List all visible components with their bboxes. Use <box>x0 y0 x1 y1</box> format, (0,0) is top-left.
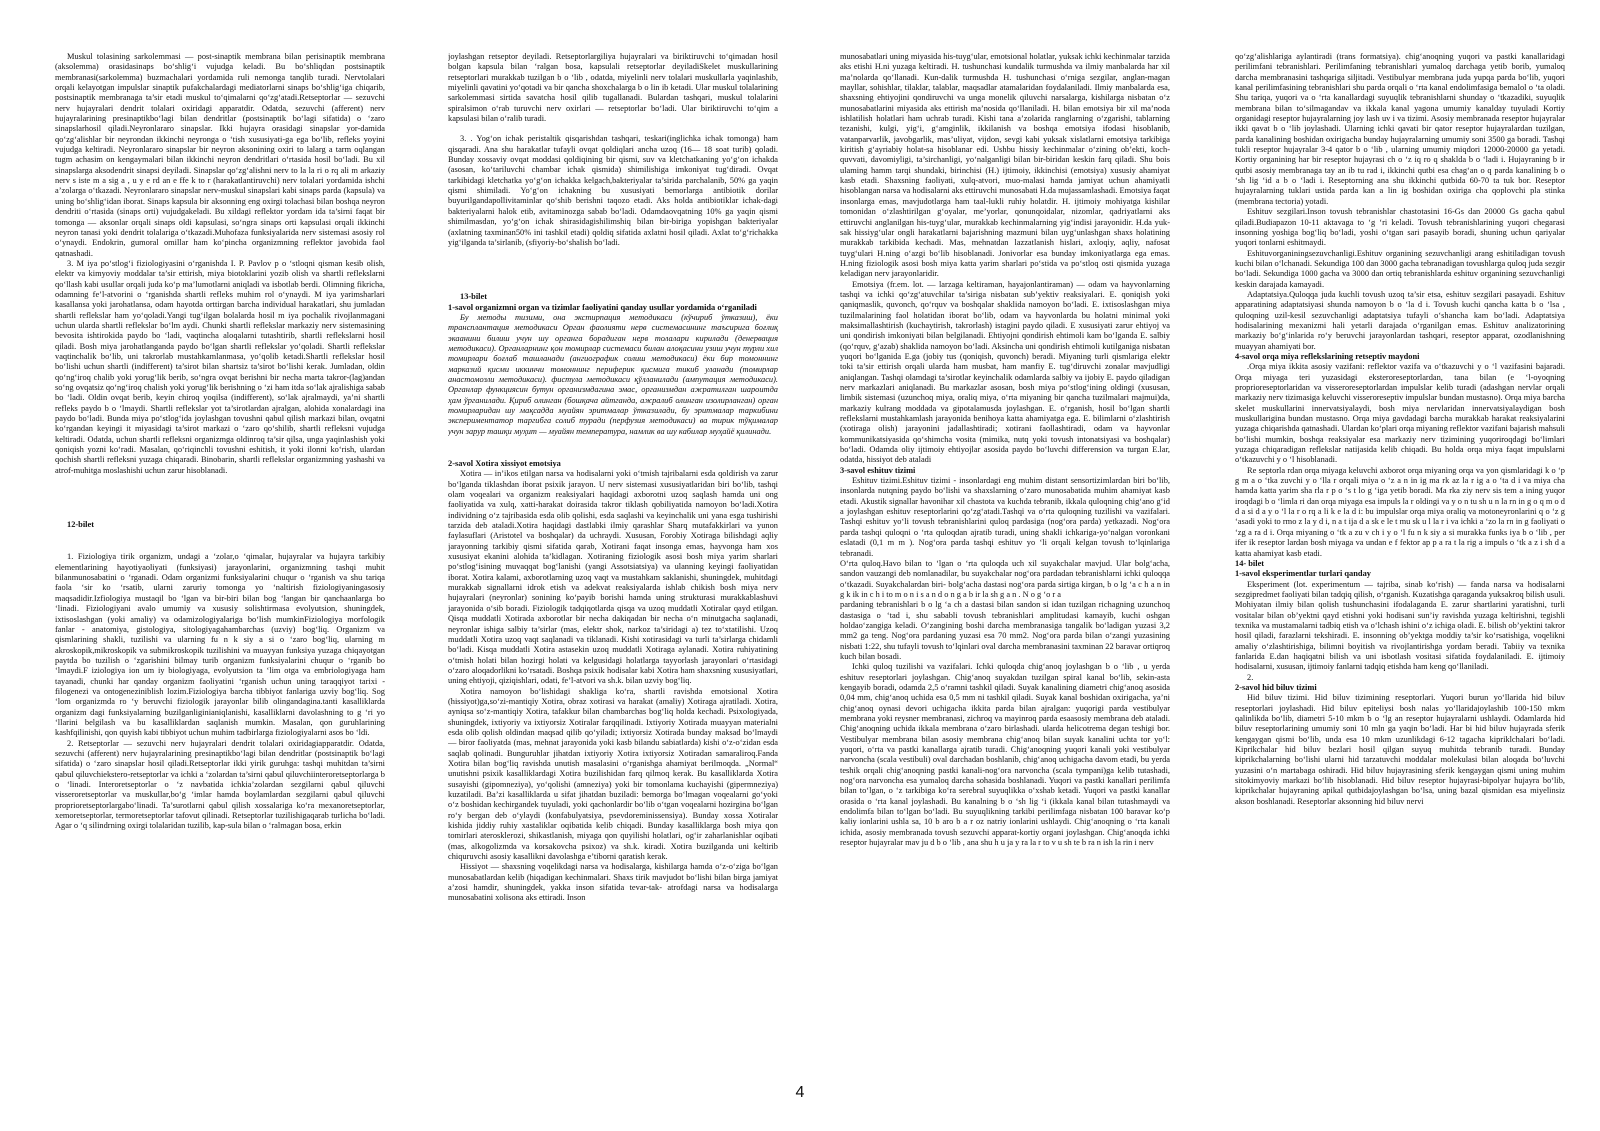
paragraph: Emotsiya (fr.em. lot. — larzaga keltiraman, hayajonlantiraman) — odam va hayvonlarning tashqi va ichki qo‘zg‘atuvchilar ta’siriga nisbatan sub’yektiv reaksiyalari. E. qoniqish yoki qaniqmaslik, quvonch, qo‘rquv va boshqalar shaklida namoyon bo‘ladi. E. ixtisoslashgan miya tuzilmalarining faol holatidan iborat bo‘lib, odam va hayvonlarda bu holatni minimal yoki maksimallashtirish (kuchaytirish, takrorlash) istagini paydo qiladi. E xususiyati zarur ehtiyoj va uni qondirish imkoniyati bilan belgilanadi. Ehtiyojni qondirish ehtimoli kam bo‘lganda E. salbiy (qo‘rquv, g‘azab) shaklida namoyon bo‘ladi. Aksincha uni qondirish ehtimoli kutilganiga nisbatan yuqori bo‘lganida E.ga (jobiy tus (qoniqish, quvonch) beradi. Miyaning turli qismlariga elektr toki ta’sir ettirish orqali ularda ham musbat, ham manfiy E. tug‘diruvchi zonalar mavjudligi aniqlangan. Tashqi olamdagi ta’sirotlar keyinchalik odamlarda salbiy va ijobiy E. paydo qiladigan nerv markazlari aniqlanadi. Bu markazlar asosan, bosh miya po‘stlog‘ining oldingi (xususan, limbik sistemasi (uzunchoq miya, oraliq miya, o‘rta miyaning bir qancha tuzilmalari majmui)da, markaziy kulrang moddada va gipotalamusda joylashgan. E. o‘rganish, hosil bo‘lgan shartli reflekslarni mustahkamlash jarayonida benihoya katta ahamiyatga ega. E. bilimlarni o‘zlashtirish (xotiraga olish) jarayonini jadallashtiradi; xotirani faollashtiradi, odam va hayvonlar kommunikatsiyasida qo‘shimcha vosita (mimika, nutq yoki tovush intonatsiyasi va boshqalar) bo‘ladi. Odamda oliy ijtimoiy ehtiyojlar asosida paydo bo‘luvchi differension va turgan E.lar, odatda, hissiyot deb ataladi <box>840 279 1170 465</box>
page-number: 4 <box>795 1084 805 1101</box>
paragraph: munosabatlari uning miyasida his-tuyg‘ular, emotsional holatlar, yuksak ichki kechinmalar tarzida aks etishi H.ni yuzaga keltiradi. H. tushunchasi kundalik turmushda va ilmiy manbalarda har xil ma’nolarda qo‘llanadi. Kun-dalik turmushda H. tushunchasi o‘rniga sezgilar, anglan-magan mayllar, sohishlar, tilaklar, talablar, maqsadlar atamalaridan foydalaniladi. Ilmiy manbalarda esa, shaxsning ehtiyojini qondiruvchi va unga monelik qiluvchi narsalarga, kishilarga nisbatan o‘z munosabatlarini miyasida aks ettirish ma’nosida qo‘llaniladi. H. bilan emotsiya bir xil ma’noda ishlatilish holatlari ham uchrab turadi. Kishi tana a’zolarida ranglarning o‘zgarishi, tablarning tezanishi, kulgi, yig‘i, g‘amginlik, ikkilanish va boshqa emotsiya ifodasi hisoblanib, vatanparvarlik, javobgarlik, mas’uliyat, vijdon, sevgi kabi yuksak xislatlarni emotsiya tarkibiga kiritish g‘ayriabiy holat-sa hisoblanar edi. Ushbu hissiy kechinmalar o‘zining ob’ekti, koch-quvvati, davomiyligi, ta’sirchanligi, yo‘nalganligi bilan bir-biridan keskin farq qiladi. Shu bois ulaming hamm tarqi shundaki, birinchisi (H.) ijtimoiy, ikkinchisi (emotsiya) xususiy ahamiyat kasb etadi. Shaxsning faoliyati, xulq-atvori, muo-malasi hamda jamiyat uchun ahamiyatli hisoblangan narsa va hodisalarni aks ettiruvchi munosabati H.da mujassamlashadi. Emotsiya faqat insonlarga emas, mavjudotlarga ham taal-lukli ruhiy holatdir. H. ijtimoiy mohiyatga kishilar tomonidan o‘zlashtirilgan g‘oyalar, me’yorlar, qonunqoidalar, nizomlar, qadriyatlarni aks ettiruvchi anglanilgan his-tuyg‘ular, murakkab kechinmalarning yig‘indisi jarayonidir. H.da yuk-sak hissiyg‘ular ongli harakatlarni bajarishning mazmuni bilan uyg‘unlashgan shaxs holatining murakkab tarkibida kechadi. Mas, mehnatdan lazzatlanish hislari, axloqiy, aqliy, nafosat tuyg‘ulari H.ning o‘azgi bo‘lib hisoblanadi. Jonivorlar esa bunday imkoniyatlarga ega emas. H.ning fiziologik asosi bosh miya katta yarim sharlari po‘stida va po‘stloq osti qismida yuzaga keladigan nerv jarayonlaridir. <box>840 52 1170 279</box>
spacer <box>55 476 385 520</box>
ticket-title: 13-bilet <box>460 292 487 302</box>
paragraph: 3. M iya po‘stlog‘i fiziologiyasini o‘rganishda I. P. Pavlov p o ‘stloqni qisman kesib olish, elektr va kimyoviy moddalar ta’sir ettirish, miya biotoklarini yozib olish va shartli reflekslarni qo‘llash kabi usullar orqali juda ko‘p ma’lumotlarni aniqladi va isbotlab berdi. Olimning fikricha, odamning fe’l-atvorini o ‘rganishda shartli refleks muhim rol o‘ynaydi. M iya yarimsharlari kasallansa yoki jarohatlansa, odam hayotda orttirgan barcha individual harakatlari, shu jumladan shartli reflekslar ham yo‘qoladi.Yangi tug‘ilgan bolalarda hosil m iya pochalik rivojlanmagani uchun ularda shartli reflekslar bo‘lm aydi. Chunki shartli reflekslar markaziy nerv sistemasining bevosita ishtirokida paydo bo ‘ladi, vaqtincha aloqalarni tutashtirib, shartli reflekslarni hosil qiladi. Bosh miya jarohatlanganda paydo bo‘lgan shartli reflekslar yo‘qoladi. Shartli reflekslar vaqtinchalik bo‘lib, uni takrorlab mustahkamlanmasa, yo‘qolib ketadi.Shartli reflekslar hosil bo‘lishi uchun shartli (indifferent) ta’sirot bilan shartsiz ta’sirot bo‘lishi kerak. Jumladan, oldin qo‘ng‘iroq chalib yoki yorug‘lik berib, so‘ngra ovqat berishni bir necha marta takror-(lag)andan so‘ng ovqatsiz qo‘ng‘iroq chalish yoki yorug‘lik berishning o ‘zi ham itda so‘lak ajralishiga sabab bo ‘ladi. Oldin ovqat berib, keyin chiroq yoqilsa (indifferent), so‘lak ajralmaydi, ya’ni shartli refleks paydo b o ‘lmaydi. Shartli reflekslar yot ta’sirotlardan ajralgan, alohida xonalardagi ina paydo bo‘ladi. Bunda miya po‘stlog‘ida joylashgan tovushni qabul qilish markazi bilan, ovqatni ko‘rgandan keyingi it miyasidagi ta’sirot markazi o ‘zaro qo‘shilib, shartli refleksni vujudga keltiradi. Odatda, uchun shartli refleksni organizmga oldinroq ta’sir qilsa, unga yaqinlashish yoki qoniqish yozni ko‘radi. Masalan, qo‘riqinchli tovushni eshitish, it yoki ilonni ko‘rish, ulardan qochish shartli refleksni yuzaga chiqaradi. Binobarin, shartli reflekslar organizmning yashashi va atrof-muhitga moslashishi uchun zarur hisoblanadi. <box>55 258 385 475</box>
paragraph: 3. . Yog‘on ichak peristaltik qisqarishdan tashqari, teskari(inglichka ichak tomonga) ham qisqaradi. Ana shu harakatlar tufayli ovqat qoldiqlari ancha uzoq (16— 18 soat turib) qoladi. Bunday xossaviy ovqat moddasi qoldiqining bir qismi, suv va kletchatkaning yo‘g‘on ichakda (asosan, ko‘tariluvchi chambar ichak qismida) shimilishiga imkoniyat tug‘diradi. Ovqat tarkibidagi kletchatka yo‘g‘on ichakka kelgach,bakteriyalar ta’sirida parchalanib, 50% ga yaqin qismi shimiladi. Yo‘g‘on ichakning bu xususiyati bemorlarga antibiotik dorilar buyurilgandapollivitaminlar qo‘shib berishni taqozo etadi. Aks holda antibiotiklar ichak-dagi bakteriyalarni halok etib, avitaminozga sabab bo‘ladi. Odamdaovqatning 10% ga yaqin qismi shimilmasdan, yo‘g‘on ichak shirasidagishilimshiq bilan bir-biriga yopishgan bakteriyalar (axlatning taxminan50% ini tashkil etadi) qoldiq sifatida axlatni hosil qiladi. Axlat to‘g‘richakka yig‘ilganda ta’sirlanib, (sfiyoriy-bo‘shalish bo‘ladi. <box>448 134 778 247</box>
spacer <box>448 248 778 292</box>
ticket-title: 12-bilet <box>67 520 94 530</box>
paragraph: Ichki quloq tuzilishi va vazifalari. Ichki quloqda chig‘anoq joylashgan b o ‘lib , u yerda eshituv reseptorlari joylashgan. Chig‘anoq suyakdan tuzilgan spiral kanal bo‘lib, sekin-asta kengayib boradi, odamda 2,5 o‘ramni tashkil qiladi. Suyak kanalining diametri chig‘anoq asosida 0,04 mm, chig‘anoq uchida esa 0,5 mm ni tashkil qiladi. Suyak kanal boshidan oxirigacha, ya’ni chig‘anoq oynasi devori uchigacha ikkita parda bilan ajralgan: yuqorigi parda vestibulyar membrana yoki reysner membranasi, zichroq va mayinroq parda esaasosiy membrana deb ataladi. Chig‘anoqning uchida ikkala membrana o‘zaro birlashadi. ularda helicotrema degan teshigi bor. Vestibulyar membrana bilan asosiy membrana chig‘anoq bilan suyak kanalini uchta tor yo‘l: yuqori, o‘rta va pastki kanallarga ajratib turadi. Chig‘anoqning yuqori kanali yoki vestibulyar narvoncha (scala vestibuli) oval darchadan boshlanib, chig‘anoq uchigacha davom etadi, bu yerda teshik orqali chig‘anoqning pastki kanali-nog‘ora narvoncha (scala tympani)ga kelib tutashadi, nog‘ora narvoncha esa yumaloq darcha sohasida boshlanadi. Yuqori va pastki kanallari perilimfa bilan to‘lgan, o ‘z tarkibiga ko‘ra serebral suyuqlikka o‘xshab ketadi. Yuqori va pastki kanallar orasida o ‘rta kanal joylashadi. Bu kanalning b o ‘sh lig ‘i (ikkala kanal bilan tutashmaydi va endolimfa bilan to‘lgan bo‘ladi. Bu suyuqlikning tarkibi perilimfaga nisbatan 100 baravar ko‘p kaliy ionlarini ushla sa, 10 b aro b a r oz natriy ionlarini ushlaydi. Chig‘anoqning o ‘rta kanali ichida, asosiy membranada tovush sezuvchi apparat-kortiy organi joylashgan. Chig‘anoqda ichki reseptor hujayralar mav ju d b o ‘lib , ana shu h u ja y ra la r to v u sh te b ra n ish la rin i nerv <box>840 662 1170 848</box>
spacer <box>448 437 778 459</box>
paragraph: Eshituvorganiningsezuvchanligi.Eshituv organining sezuvchanligi arang eshitiladigan tovush kuchi bilan o‘lchanadi. Sekundiga 100 dan 3000 gacha tebranadigan tovushlarga quloq juda sezgir bo‘ladi. Sekundiga 1000 gacha va 3000 dan ortiq tebranishlarda eshituv organining sezuvchanligi keskin darajada kamayadi. <box>1235 248 1565 289</box>
paragraph: Eshituv sezgilari.Inson tovush tebranishlar chastotasini 16-Gs dan 20000 Gs gacha qabul qiladi.Budiapazon 10-11 aktavaga to ‘g ‘ri keladi. Tovush tebranishlarining yuqori chegarasi insonning yoshiga bog‘liq bo‘ladi, yoshi o‘tgan sari pasayib boradi, shuning uchun qariyalar yuqori tonlarni eshitmaydi. <box>1235 207 1565 248</box>
text-column-2 <box>448 52 778 1077</box>
text-column-1 <box>55 52 385 1077</box>
paragraph: Hid biluv tizimi. Hid biluv tizimining reseptorlari. Yuqori burun yo‘llarida hid biluv reseptorlari joylashadi. Hid biluv epiteliysi bosh nalas yo‘llaridajoylashib 100-150 mkm qalinlikda bo‘lib, diametri 5-10 mkm b o ‘lg an reseptor hujayralarni ushlaydi. Odamlarda hid biluv reseptorlarining umumiy soni 10 mln ga yaqin bo‘ladi. Har bi hid biluv hujayrada sferik kengaygan qismi bo‘lib, unda esa 10 mkm uzunlikdagi 6-12 tagacha kipriklchalari bo‘ladi. Kiprikchalar hid biluv bezlari hosil qilgan suyuq muhitda tebranib turadi. Bunday kiprikchalarning bo‘lishi ularni hid tarzatuvchi moddalar molekulasi bilan aloqada bo‘luvchi yuzasini o‘n martabaga oshiradi. Hid biluv hujayrasining sferik kengaygan qismi uning muhim sitokimyoviy markazi bo‘lib hisoblanadi. Hid biluv reseptor hujayrasi-bipolyar hujayra bo‘lib, kiprikchalar hujayraning apikal qutbidajoylashgan bo‘lsa, uning bazal qismidan esa miyelinsiz akson boshlanadi. Reseptorlar aksonning hid biluv nervi <box>1235 693 1565 806</box>
paragraph: pardaning tebranishlari b o lg ‘a ch a dastasi bilan sandon si idan tuzilgan richagning uzunchoq dastasiga o ‘tad i, shu sababli tovush tebranishlari amplitudasi kamayib, kuchi oshgan holdao‘zangiga keladi. O‘zangining boshi darcha membranasiga tangalik bo‘ladigan yuzasi 3,2 mm2 ga teng. Nog‘ora pardaning yuzasi esa 70 mm2. Nog‘ora parda bilan o‘zangi yuzasining nisbati 1:22, shu tufayli tovush to‘lqinlari oval darcha membranasini taxminan 22 baravar ortiqroq kuch bilan bosadi. <box>840 600 1170 661</box>
paragraph: Eshituv tizimi.Eshituv tizimi - insonlardagi eng muhim distant sensortizimlardan biri bo‘lib, insonlarda nutqning paydo bo‘lishi va shaxslarning o‘zaro munosabatida muhim ahamiyat kasb etadi. Akustik signallar havonihar xil chastota va kuchda tebranib, ikkala quloqning chig‘ano g‘id a joylashgan eshituv reseptorlarini qo‘zg‘atadi.Tashqi va o‘rta quloqning tuzilishi va vazifalari. Tashqi eshituv yo‘li tovush tebranishlarini quloq pardasiga (nog‘ora parda) yetkazadi. Nog‘ora parda tashqi quloqni o ‘rta quloqdan ajratib turadi, uning shakli ichkariga-yo‘nalgan voronkani eslatadi (0,1 m m ). Nog‘ora parda tashqi eshituv yo ‘li orqali kelgan tovush to‘lqinlariga tebranadi. <box>840 476 1170 558</box>
paragraph: Hissiyot — shaxsning voqelikdagi narsa va hodisalarga, kishilarga hamda o‘z-o‘ziga bo‘lgan munosabatlardan kelib (hiqadigan kechinmalari. Shaxs tirik mavjudot bo‘lishi bilan birga jamiyat a’zosi hamdir, shuningdek, yakka inson sifatida tevar-tak- atrofdagi narsa va hodisalarga munosabatini xolisona aks ettiradi. Inson <box>448 862 778 903</box>
section-heading: 2-savol hid biluv tizimi <box>1235 682 1317 692</box>
paragraph: Eksperiment (lot. experimentum — tajriba, sinab ko‘rish) — fanda narsa va hodisalarni sezgipredmet faoliyati bilan tadqiq qilish, o‘rganish. Kuzatishga qaraganda yuksakroq bilish usuli. Mohiyatan ilmiy bilan qolish tushunchasini ifodalaganda E. zarur shartlarini yaratishni, turli vositalar bilan ob’yektni qayd etishni yoki hodisani sun’iy ravishda yuzaga keltirishni, tegishli texnika va mustamalarni tadbiq etish va o‘lchash ishini o‘z ichiga oladi. E. bilish ob’yektini takror hosil qiladi, farazlarni tekshiradi. E. insonning ob’yektga moddiy ta’sir ko‘rsatishiga, voqelikni amaliy o‘zlashtirishiga, bilimni boyitish va rivojlantirishga yordam beradi. Tabiiy va texnika fanlarida E.dan haqiqatni bilish va uni isbotlash vositasi sifatida foydalaniladi. E. ijtimoiy hodisalarni, xususan, ijtimoiy fanlarni tadqiq etishda ham keng qo‘llaniladi. <box>1235 579 1565 672</box>
section-heading: 1-savol eksperimentlar turlari qanday <box>1235 569 1371 579</box>
section-heading: 4-savol orqa miya reflekslarining retseptiv maydoni <box>1235 351 1420 361</box>
paragraph: O‘rta quloq.Havo bilan to ‘lgan o ‘rta quloqda uch xil suyakchalar mavjud. Ular bolg‘acha, sandon vauzangi deb nomlanadilar, bu suyakchalar nog‘ora pardadan tebranishlarni ichki quloqqa o‘tkazadi. Suyakchalardan biri- bolg‘acha dastasi nog‘ora parda sirtiga kirgan, b o lg ‘a c h a n in g k ik in c h i to m o n i s a n d o n g a b ir la sh g a n . N o g ‘o r a <box>840 558 1170 599</box>
spacer <box>448 124 778 134</box>
paragraph: qo‘zg‘alishlariga aylantiradi (trans formatsiya). chig‘anoqning yuqori va pastki kanallaridagi perilimfani tebranishlari. Perilimfaning tebranishlari yumaloq darchaga yetib borib, yumaloq darcha membranasini tashqariga siljitadi. Vestibulyar membrana juda yupqa parda bo‘lib, yuqori kanal perilimfasining tebranishlari shu parda orqali o ‘rta kanal endolimfasiga bemalol o ‘ta oladi. Shu tariqa, yuqori va o ‘rta kanallardagi suyuqlik tebranishlarni shunday o ‘tkazadiki, suyuqlik membrana bilan to‘silmagandav va ikkala kanal yagona umumiy kanalday tuyuladi Kortiy organidagi reseptor hujayralarning joy lash uv i va tizimi. Asosiy membranada reseptor hujayralar ikki qavat b o ‘lib joylashadi. Ularning ichki qavati bir qator reseptor hujayralardan tuzilgan, parda kanalining boshidan oxirigacha bunday hujayralarning umumiy soni 3500 ga boradi. Tashqi tukli reseptor hujayralar 3-4 qator b o ‘lib , ularning umumiy miqdori 12000-20000 ga yetadi. Kortiy organining har bir reseptor hujayrasi ch o ‘z iq ro q shaklda b o ‘ladi i. Hujayraning b ir qutbi asosiy membranaga tay an ib tu rad i, ikkinchi qutbi esa chag‘an o q parda kanalining b o ‘sh lig ‘id a b o ‘ladi i. Reseptorning ana shu ikkinchi qutbida 60-70 ta tuk bor. Reseptor hujayralarning tuklari ustida parda kan a lin ig boshidan oxiriga cha qoplovchi pla stinka (membrana tectoria) yotadi. <box>1235 52 1565 206</box>
section-heading: 1-savol organizmni organ va tizimlar faoliyatini qanday usullar yordamida o‘rganiladi <box>448 302 757 312</box>
paragraph: Xotira — in’ikos etilgan narsa va hodisalarni yoki o‘tmish tajribalarni esda qoldirish va zarur bo‘lganda tiklashdan iborat psixik jarayon. U nerv sistemasi xususiyatlaridan biri bo‘lib, tashqi olam voqealari va organizm reaksiyalari haqidagi axborotni uzoq saqlash hamda uni ong faoliyatida va xulq, xatti-harakat doirasida takror tiklash qobiliyatida namoyon bo‘ladi.Xotira individning o‘z tajribasida esda olib qolishi, esda saqlashi va keyinchalik uni yana esga tushirishi tarzida deb ataladi.Xotira haqidagi dastlabki ilmiy qarashlar Sharq mutafakkirlari va yunon faylasuflari (Aristotel va boshqalar) da uchraydi. Xususan, Forobiy Xotiraga bilishdagi aqliy jarayonning tarkibiy qismi sifatida qarab, Xotirani faqat insonga emas, hayvonga ham xos xususiyat ekanini alohida ta’kidlagan. Xotiraning fiziologik asosi bosh miya yarim sharlari po‘stlog‘isining muvaqqat bog‘lanishi (yangi Assotsiatsiya) va ulanning keyingi faoliyatidan iborat. Xotira kalami, axborotlarning uzoq vaqt va mustahkam saklanishi, shuningdek, muhitdagi murakkab signallarni idrok etish va adekvat reaksiyalarda ishlab chikish bosh miya nerv hujayralari (neyronlar) sonining ko‘payib borishi hamda uning strukturasi murakkablashuvi jarayonida o‘sib boradi. Fiziologik tadqiqotlarda qisqa va uzoq muddatli Xotiralar qayd etilgan. Qisqa muddatli Xotirada axborotlar bir necha dakiqadan bir necha o‘n minutgacha saqlanadi, neyronlar ishiga salbiy ta’sirlar (mas, elektr shok, narkoz ta’siridagi a) tez to‘xtatilishi. Uzoq muddatli Xotira uzoq vaqt saqlanadi va tiklanadi. Kishi xotirasidagi va turli ta’sirlarga chidamli bo‘ladi. Kisqa muddatli Xotira astasekin uzoq muddatli Xotiraga aylanadi. Xotira ruhiyatining o‘tmish holati bilan hozirgi holati va kelgusidagi holatlarga tayyorlash jarayonlari o‘rtasidagi o‘zaro aloqadorlikni ko‘rsatadi. Boshqa psixik hodisalar kabi Xotira ham shaxsning xususiyatlari, uning ehtiyoji, qiziqishlari, odati, fe’l-atvori va sh.k. bilan uzviy bog‘liq. <box>448 469 778 686</box>
text-column-4 <box>1235 52 1565 1077</box>
section-heading: 2-savol Xotira xissiyot emotsiya <box>448 459 561 468</box>
paragraph: Muskul tolasining sarkolemmasi — post-sinaptik membrana bilan perisinaptik membrana (aksolemma) orasidasinaps bo‘shlig‘i vujudga keladi. Bu bo‘shliqdan postsinaptik membranasi(sarkolemma) buzmachalari yordamida ruli nemonga tanqlib turadi. Nervtolalari orqali kelayotgan impulslar sinaptik pufakchalardagi mediatorlarni sinaps bo‘shlig‘iga chiqarib, postsinaptik membranaga ta’sir etadi muskul to‘qimalarni qo‘zg‘atadi.Retseptorlar — sezuvchi nerv hujayralari dendrit tolalari oxiridagi apparatdir. Odatda, sezuvchi (afferent) nerv hujayralarining presinaptikbo‘lagi bilan dendritlar (postsinaptik bo‘lagi sifatida) o ‘zaro sinapslarhosil qiladi.Neyronlararo sinapslar. Ikki hujayra orasidagi sinapslar yor-damida qo‘zg‘alishlar bir neyrondan ikkinchi neyronga o ‘tish xususiyati-ga ega bo‘lib, refleks yoyini vujudga keltiradi. Neyronlararo sinapslar bir neyron aksonining oxiri to lalarg a tarm oqlangan tugm achasim on kengaymalari bilan ikkinchi neyron dendritlari o‘rtasida hosil bo‘ladi. Bu xil sinapslarga aksodendrit sinapsi deyiladi. Sinapslar qo‘zg‘alishni nerv to la la ri o rq ali m arkaziy nerv s iste m a sig a , u y e rd an e ffe k to r (harakatlantiruvchi) nerv tolalari yordamida ishchi a’zolarga o‘tkazadi. Neyronlararo sinapslar nerv-muskul sinapslari kabi sinaps parda (kapsula) va uning bo‘shlig‘idan iborat. Sinaps kapsula bir aksonning eng oxirgi tolachasi bilan boshqa neyron dendriti o‘rtasida (sinaps orti) vujudgakeladi. Bu xildagi reflektor yordam ida ta’sirni faqat bir tomonga — aksonlar orqali sinaps oldi kapsulasi, so‘ngra sinaps orti kapsulasi orqali ikkinchi neyron tanasi yoki dendrit tolalariga o‘tkazadi.Muhofaza funksiyalarida nerv sistemasi asosiy rol o‘ynaydi. Endokrin, gumoral omillar ham ko‘pincha organizmning reflektor javobida faol qatnashadi. <box>55 52 385 258</box>
paragraph: .Orqa miya ikkita asosiy vazifani: reflektor vazifa va o‘tkazuvchi y o ‘l vazifasini bajaradi. Orqa miyaga teri yuzasidagi eksteroreseptorlardan, tana bilan (e ‘l-oyoqning proprioreseptorlaridan va visseroreseptorlardan impulslar kelib turadi (adashgan nervlar orqali markaziy nerv tizimasiga keluvchi visseroreseptiv impulslar bundan mustasno). Orqa miya barcha skelet muskullarini innervatsiyalaydi, bosh miya nervlaridan innervatsiyalaydigan bosh muskullarigina bundan mustasno. Orqa miya gavdadagi barcha murakkab harakat reaksiyalarini yuzaga chiqarishda qatnashadi. Ulardan ko‘plari orqa miyaning reflektor vazifani bajarish mahsuli bo‘lishi mumkin, boshqa reaksiyalar esa markaziy nerv tizimining yuqoriroqdagi bo‘limlari yuzaga chiqaradigan reflekslar natijasida kelib chiqadi. Bu holda orqa miya faqat impulslarni o‘tkazuvchi y o ‘l hisoblanadi. <box>1235 362 1565 465</box>
paragraph: Бу методы тизими, она экстирпация методикаси (кўчириб ўтказиш), ёки трансплантация методикаси Орган фаолияти нерв системасининг таъсирига боғлиқ экаанини билиш учун шу органга борадиган нерв толалари кирилади (денервация методикаси). Органларнинг қон томирлар системаси билан алоқасини узиш учун турли хил томирлари боғлаб ташланади (ангиографик солиш методикаси) ёки бир томоннинг марказий қисми иккинчи томоннинг периферик қисмига тикиб уланади (томирлар анастомозли методикаси). фистула методикаси қўлланилади (ампутация методикаси). Органлар функциясин бутун организмдагина эмас, организмдан ажратилган шароитда ҳам ўрганилади. Қириб олинган (бошқача айтганда, ажралиб олинган изолирланган) орган томирларидан шу мақсадда муайян эритмалар ўтказилади, бу эритмалар таркибини экспериментатор таргибга солиб туради (перфузия методикаси) ва тирик тўқималар учун зарур ташқи муҳит — муайян температура, намлик ва шу кабилар муҳайё қилинади. <box>448 312 778 436</box>
paragraph: 1. Fiziologiya tirik organizm, undagi a ‘zolar,o ‘qimalar, hujayralar va hujayra tarkibiy elementlarining hayotiyaoliyati (funksiyasi) jarayonlarini, organizmning tashqi muhit bilanmunosabatini o ‘rganadi. Odam organizmi funksiyalarini chuqur o ‘rganish va shu tariqa faola ‘sir ko ‘rsatib, ularni zaruriy tomonga yo ‘naltirish fiziologiyaningasosiy maqsadidir.Izfiologiya mustaqil bo ‘lgan va bir-biri bilan bog ‘langan bir qanchaanlarga bo ‘linadi. Fiziologiyani avalo umumiy va xususiy solishtirmasa evolyutsion, shuningdek, ixtisoslashgan (yoki amaliy) va odamizologiyalariga bo‘lish mumkinFiziologiya morfologik fanlar - anatomiya, gistologiya, sitologiyagahambarchas (uzviy) bog‘liq. Organizm va qismlarining shakli, tuzilishi va ularning fu n k siy a si o ‘zaro bog‘liq, ularning m akroskopik,mikroskopik va submikroskopik tuzilishini va muayyan funksiya yuzaga chiqayotgan paytda bo tuzilish o ‘zgarishini bilmay turib organizm funksiyalarini chuqur o ‘rganib bo ‘lmaydi.F iziologiya ion um iy biologiyaga, evolyutsion ta ‘lim otga va embriologiyaga ham tayanadi, chunki har qanday organizm faoliyatini ‘rganish uchun uning taraqqiyot tarixi - filogenezi va ontogeneziniblish lozim.Fiziologiya barcha tibbiyot fanlariga uzviy bog‘liq. Sog ‘lom organizmda ro ‘y beruvchi fiziologik jarayonlar bilib olingandagina.tanti kasalliklarda organizm dagi funksiyalarning buzilganliginianiqlanishi, kasalliklarni davolashning to g ‘ri yo ‘llarini belgilash va bu kasalliklardan saqlanish mumkin. Masalan, qon guruhlarining kashfqilinishi, qon quyish kabi tibbiyot uchun muhim tadbirlarga fiziologiyalarni asos bo ‘ldi. <box>55 552 385 738</box>
paragraph: 2. <box>1247 672 1254 682</box>
paragraph: Xotira namoyon bo‘lishidagi shakliga ko‘ra, shartli ravishda emotsional Xotira (hissiyot)ga,so‘zi-mantiqiy Xotira, obraz xotirasi va harakat (amaliy) Xotiraga ajratiladi. Xotira, ayniqsa so‘z-mantiqiy Xotira, tafakkur bilan chambarchas bog‘liq holda kechadi. Psixologiyada, shuningdek, ixtiyoriy va ixtiyorsiz Xotiralar farqqilinadi. Ixtiyoriy Xotirada muayyan materialni esda olib qolish oldindan maqsad qilib qo‘yiladi; ixtiyorsiz Xotirada bunday maksad bo‘lmaydi — biror faoliyatda (mas, mehnat jarayonida yoki kasb bilandu sabiatlarda) kishi o‘z-o‘zidan esda saqlab qolinadi. Bunguruhlar jihatdan ixtiyoriy Xotira ixtiyorsiz Xotiradan samaraliroq.Fanda Xotira bilan bog‘liq ravishda unutish masalasini o‘rganishga ahamiyat berilmoqda. „Normal“ unutishni psixik kasalliklardagi Xotira buzilishidan farq qilmoq kerak. Bu kasalliklarda Xotira susayishi (gipomneziya), yo‘qolishi (amneziya) yoki bir tomonlama kuchayishi (gipermneziya) kuzatiladi. Ba’zi kasalliklarda u sifat jihatdan buziladi: bemorga bo‘lmagan voqealarni go‘yoki o‘z boshidan kechirgandek tuyuladi, yoki qachonlardir bo‘lib o‘tgan voqealarni hozirgina bo‘lgan ro‘y bergan deb o‘ylaydi (konfabulyatsiya, psevdoreminissensiya). Bunday xossa Xotiralar kishida jiddiy ruhiy xastaliklar oqibatida kelib chiqadi. Bunday kasalliklarga bosh miya qon tomirlari aterosklerozi, shikastlanish, miyaga qon quyilishi holatlari, og‘ir zaharlanishlar oqibati (mas, alkogolizmda va korsakovcha psixoz) va sh.k. kiradi. Xotira buzilganda uni keltirib chiquruvchi asosiy kasallikni davolashga e’tiborni qaratish kerak. <box>448 686 778 862</box>
spacer <box>55 530 385 552</box>
paragraph: Adaptatsiya.Quloqqa juda kuchli tovush uzoq ta’sir etsa, eshituv sezgilari pasayadi. Eshituv apparatining adaptatsiyasi shunda namoyon b o ‘la d i. Tovush kuchi qancha katta b o ‘lsa , quloqning uzil-kesil sezuvchanligi adaptatsiya tufayli o‘shancha kam bo‘ladi. Adaptatsiya hodisalarining mexanizmi hali yetarli darajada o‘rganilgan emas. Eshituv analizatorining markaziy bo‘g‘inlarida ro‘y beruvchi jarayonlardan tashqari, reseptor apparat, ozodlanishning muayyan ahamiyati bor. <box>1235 289 1565 351</box>
text-column-3 <box>840 52 1170 1077</box>
section-heading: 14- bilet <box>1235 558 1265 568</box>
paragraph: 2. Retseptorlar — sezuvchi nerv hujayralari dendrit tolalari oxiridagiapparatdir. Odatda, sezuvchi (afferent) nerv hujayralarining presinaptikbo‘lagi bilan dendritlar (postsinaptik bo‘lagi sifatida) o ‘zaro sinapslar hosil qiladi.Retseptorlar ikki yirik guruhga: tashqi muhitdan ta’sirni qabul qiluvchiekstero-retseptorlar va ichki a ‘zolardan ta’sirni qabul qiluvchiinteroretseptorlarga b o ‘linadi. Interoretseptorlar o ‘z navbatida ichkia’zolardan sezgilarni qabul qiluvchi visseroretseptorlar va muskullar,bo‘g ‘imlar hamda boylamlardan sezgilarni qabul qiluvchi proprioretseptorlargabo‘linadi. Ta’surotlarni qabul qilish xossalariga ko‘ra mexanoretseptorlar, xemoretseptorlar, termoretseptorlar tafovut qilinadi. Retseptorlar tuzilishigaqarab turlicha bo‘ladi. Agar o ‘q silindrning oxirgi tolalaridan tuzilib, kap-sula bilan o ‘ralmagan bosa, erkin <box>55 738 385 831</box>
section-heading: 3-savol eshituv tizimi <box>840 465 916 475</box>
paragraph: Re septorla rdan orqa miyaga keluvchi axborot orqa miyaning orqa va yon qismlaridagi k o ‘p g m a o ‘tka zuvchi y o ‘lla r orqali miya o ‘z a n in ig ma rk az la r ig a o ‘ta d i va miya cha hamda katta yarim sha rla r p o ‘s t lo g ‘iga yetib boradi. Ma rka ziy nerv sis tem a ining yuqor iroqdagi b o ‘limla ri dan orqa miyaga esa impuls la r oldingi va y o n tu sh u n la rn in g o q m o d d a si d a y o ‘l la r o rq a li k e la d i: bu impulslar orqa miya oraliq va motoneyronlarini q o ‘z g ‘asadi yoki to rmo z la y d i, n a t ija d a sk e le t mu sk u l la r i va ichki a ‘zo la rn in g faoliyati o ‘zg a ra d i. Orqa miyaning o ‘tk a zu v ch i y o ‘l fu n k siy a si murakka funks iya b o ‘lib , per ifer ik reseptor lardan bosh miyaga va undan e f fektor ap p a ra t la rig a impuls o ‘tk a z i sh d a katta ahamiyat kasb etadi. <box>1235 465 1565 558</box>
paragraph: joylashgan retseptor deyiladi. Retseptorlargiliya hujayralari va biriktiruvchi to‘qimadan hosil bolgan kapsula bilan ‘ralgan bosa, kapsulali retseptorlar deyiladiSkelet muskullarining retseptorlari murakkab tuzilgan b o ‘lib , odatda, miyelinli nerv tolalari muskullarla yaqinlashib, miyelinli qavatini yo‘qotadi va bir qancha shoxchalarga b o lin ib ketadi. Ular muskul tolalarining sarkolemmasi sirtida savatcha hosil qilib tugallanadi. Bulardan tashqari, muskul tolalarini spiralsimon o‘rab turuvchi nerv oxirlari — retseptorlar bo‘ladi. Ular biriktiruvchi to‘qim a kapsulasi bilan o‘ralib turadi. <box>448 52 778 124</box>
